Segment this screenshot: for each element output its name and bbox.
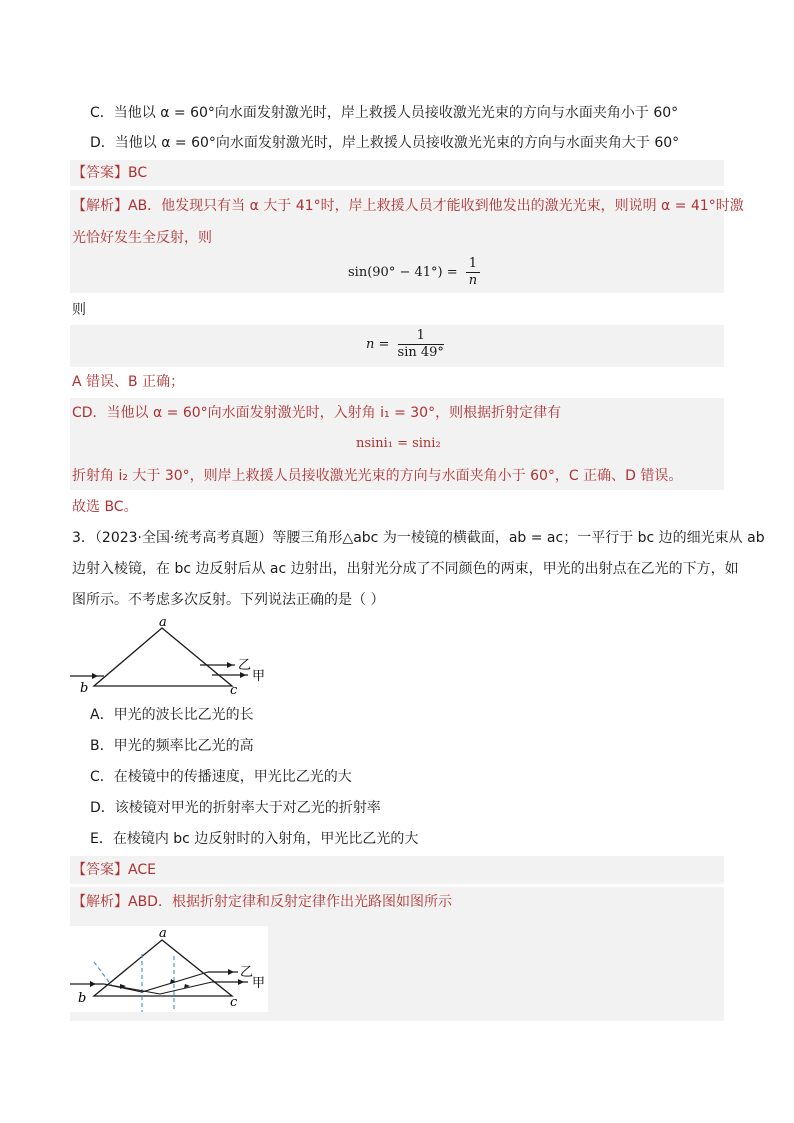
formula-1-left: sin(90° − 41°) = [348,265,458,280]
q3-analysis-tag: 【解析】 [72,894,128,910]
analysis-text-1: AB．他发现只有当 α 大于 41°时，岸上救援人员才能收到他发出的激光光束，则说明 α = 41°时激 [128,198,744,214]
formula-3: nsini₁ = sini₂ [356,436,441,451]
final-answer: 故选 BC。 [72,499,138,515]
formula-1-fraction [466,256,480,289]
label-yi: 乙 [238,658,252,673]
formula-1-numerator: 1 [466,256,480,273]
q3-analysis-text-1: ABD．根据折射定律和反射定律作出光路图如图所示 [128,894,452,910]
q3-answer-tag: 【答案】 [72,862,128,878]
ab-conclusion: A 错误、B 正确； [72,374,185,390]
q3-analysis-line-1 [72,892,452,912]
label-c: c [230,683,238,696]
option-c: C．当他以 α = 60°向水面发射激光时，岸上救援人员接收激光光束的方向与水面夹角小于 60° [90,105,679,121]
answer-value: BC [128,165,148,181]
fig2-label-c: c [230,995,238,1010]
q3-stem-line-3: 图所示。不考虑多次反射。下列说法正确的是（ ） [72,592,385,608]
q3-answer-box [70,856,724,884]
label-jia: 甲 [252,669,266,684]
formula-1-denominator: n [468,273,478,288]
q3-stem-line-1: 3．（2023·全国·统考高考真题）等腰三角形△abc 为一棱镜的横截面，ab = ac；一平行于 bc 边的细光束从 ab [72,530,765,546]
answer-tag: 【答案】 [72,165,128,181]
analysis-tag: 【解析】 [72,198,128,214]
fig2-label-a: a [159,926,167,941]
formula-2-numerator: 1 [398,328,444,345]
fig2-label-b: b [78,991,87,1006]
cd-conclusion: 折射角 i₂ 大于 30°，则岸上救援人员接收激光光束的方向与水面夹角小于 60°，C 正确、D 错误。 [72,468,683,484]
answer-box [70,160,724,186]
formula-2 [366,328,444,361]
fig2-label-yi: 乙 [240,965,254,980]
q3-answer-line [72,860,156,880]
formula-2-denominator: sin 49° [397,345,444,360]
analysis-line-1 [72,196,744,216]
then-label: 则 [72,302,86,318]
label-b: b [80,681,89,696]
q3-option-d: D．该棱镜对甲光的折射率大于对乙光的折射率 [90,800,381,816]
analysis-line-2: 光恰好发生全反射，则 [72,230,212,246]
formula-1 [348,256,480,289]
light-path-figure [70,926,268,1012]
label-a: a [159,615,167,630]
formula-2-left: n = [366,337,390,352]
q3-option-e: E．在棱镜内 bc 边反射时的入射角，甲光比乙光的大 [90,831,419,847]
formula-2-fraction [398,328,444,361]
q3-option-a: A．甲光的波长比乙光的长 [90,707,254,723]
prism-figure [70,614,280,696]
cd-line: CD．当他以 α = 60°向水面发射激光时，入射角 i₁ = 30°，则根据折射定律有 [72,405,562,421]
q3-option-b: B．甲光的频率比乙光的高 [90,738,254,754]
q3-option-c: C．在棱镜中的传播速度，甲光比乙光的大 [90,769,352,785]
q3-stem-line-2: 边射入棱镜，在 bc 边反射后从 ac 边射出，出射光分成了不同颜色的两束，甲光的出射点在乙光的下方，如 [72,561,739,577]
option-d: D．当他以 α = 60°向水面发射激光时，岸上救援人员接收激光光束的方向与水面夹角大于 60° [90,135,680,151]
fig2-label-jia: 甲 [252,976,266,991]
answer-line [72,163,147,183]
q3-answer-value: ACE [128,862,156,878]
